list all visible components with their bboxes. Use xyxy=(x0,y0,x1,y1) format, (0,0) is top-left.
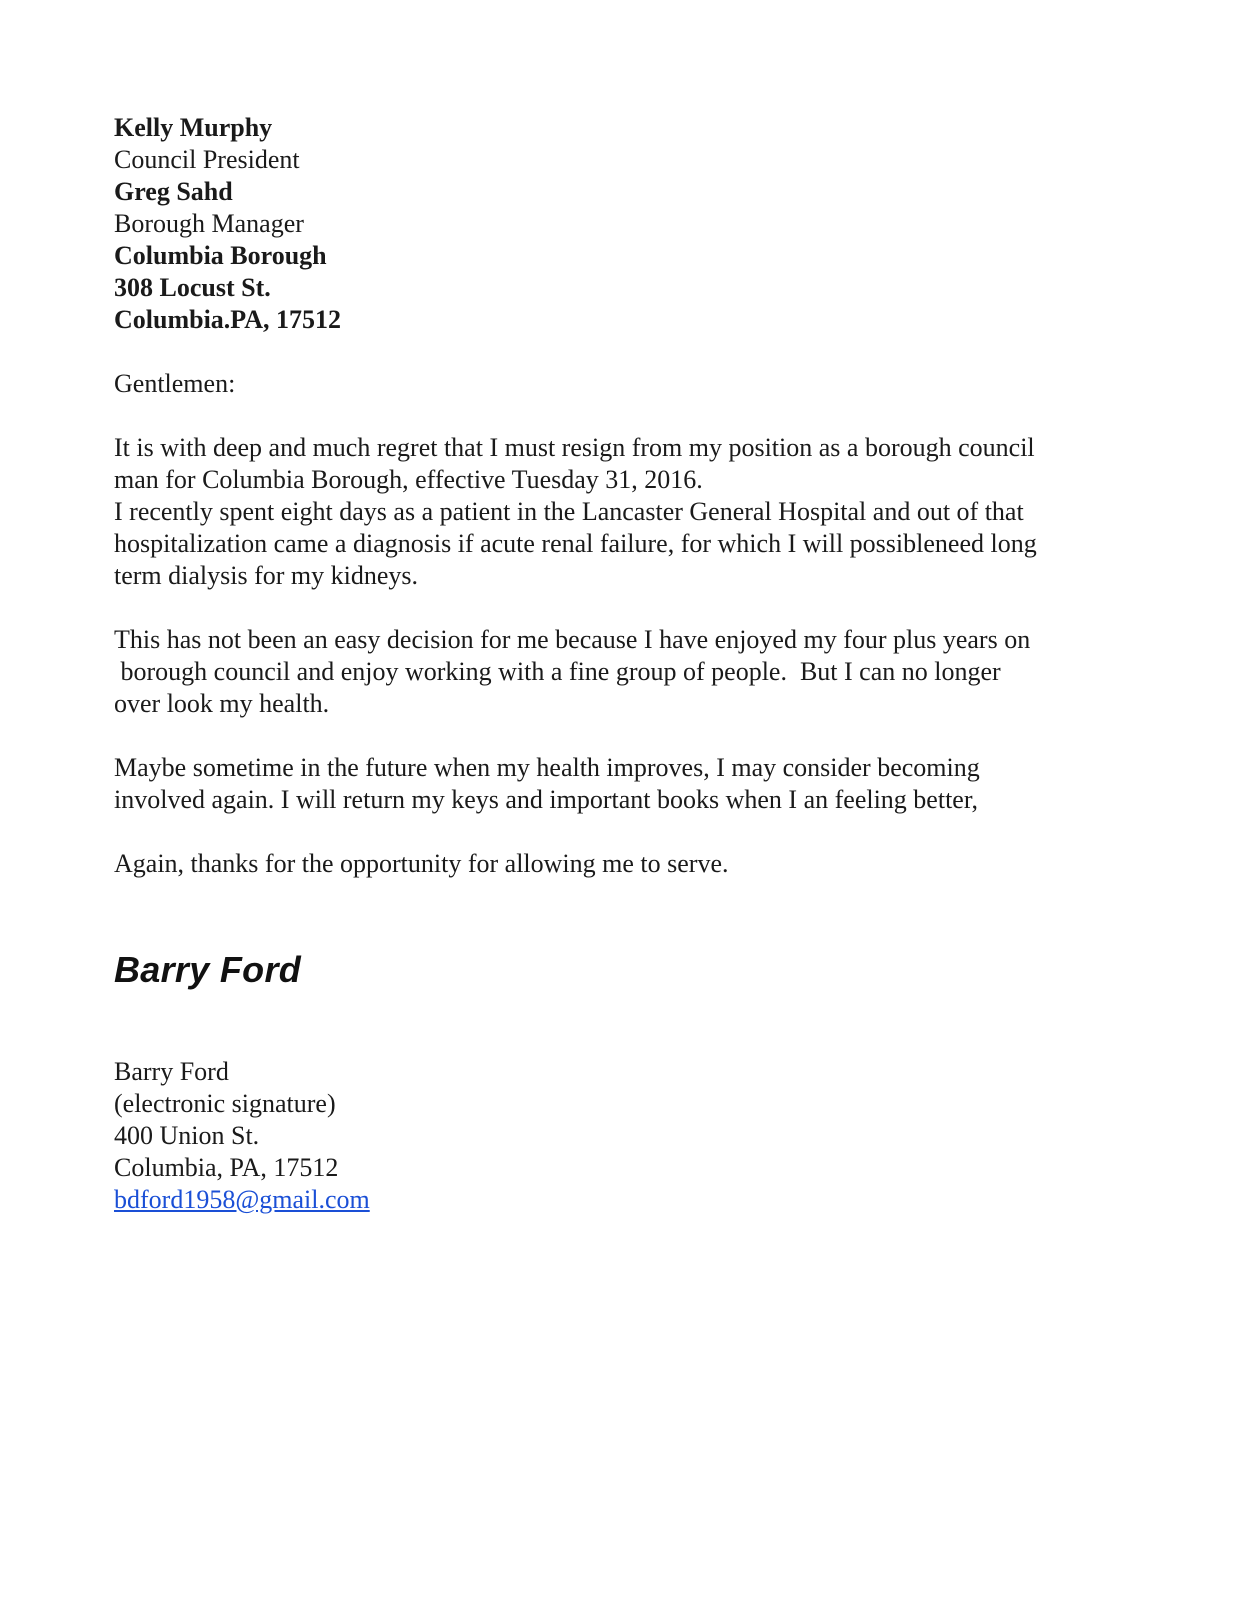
recipient-title-2: Borough Manager xyxy=(114,209,304,238)
spacer xyxy=(114,336,1124,368)
spacer xyxy=(114,816,1124,848)
letter-body xyxy=(114,112,1124,880)
recipient-block xyxy=(114,112,1124,336)
paragraph-line: I recently spent eight days as a patient in the Lancaster General Hospital and out of that xyxy=(114,497,1024,526)
paragraph-line: It is with deep and much regret that I must resign from my position as a borough council xyxy=(114,433,1035,462)
recipient-street: 308 Locust St. xyxy=(114,273,271,302)
paragraph-line: term dialysis for my kidneys. xyxy=(114,561,419,590)
salutation: Gentlemen: xyxy=(114,369,236,398)
paragraph-line: involved again. I will return my keys and important books when I an feeling better, xyxy=(114,785,978,814)
sender-block xyxy=(114,1056,370,1216)
paragraph-line: hospitalization came a diagnosis if acute renal failure, for which I will possibleneed long xyxy=(114,529,1037,558)
paragraph-3 xyxy=(114,752,1124,816)
signature: Barry Ford xyxy=(114,949,302,990)
recipient-name-2: Greg Sahd xyxy=(114,177,233,206)
paragraph-line: Maybe sometime in the future when my health improves, I may consider becoming xyxy=(114,753,980,782)
paragraph-4: Again, thanks for the opportunity for allowing me to serve. xyxy=(114,849,729,878)
sender-city: Columbia, PA, 17512 xyxy=(114,1153,339,1182)
sender-email-link[interactable]: bdford1958@gmail.com xyxy=(114,1185,370,1214)
spacer xyxy=(114,720,1124,752)
recipient-city: Columbia.PA, 17512 xyxy=(114,305,342,334)
paragraph-line: borough council and enjoy working with a fine group of people. But I can no longer xyxy=(114,657,1001,686)
sender-street: 400 Union St. xyxy=(114,1121,260,1150)
spacer xyxy=(114,592,1124,624)
paragraph-line: This has not been an easy decision for me because I have enjoyed my four plus years on xyxy=(114,625,1031,654)
recipient-title-1: Council President xyxy=(114,145,300,174)
paragraph-line: man for Columbia Borough, effective Tuesday 31, 2016. xyxy=(114,465,703,494)
paragraph-line: over look my health. xyxy=(114,689,330,718)
paragraph-1 xyxy=(114,432,1124,592)
spacer xyxy=(114,400,1124,432)
sender-signature-note: (electronic signature) xyxy=(114,1089,336,1118)
recipient-organization: Columbia Borough xyxy=(114,241,327,270)
recipient-name-1: Kelly Murphy xyxy=(114,113,273,142)
sender-name: Barry Ford xyxy=(114,1057,229,1086)
paragraph-2 xyxy=(114,624,1124,720)
